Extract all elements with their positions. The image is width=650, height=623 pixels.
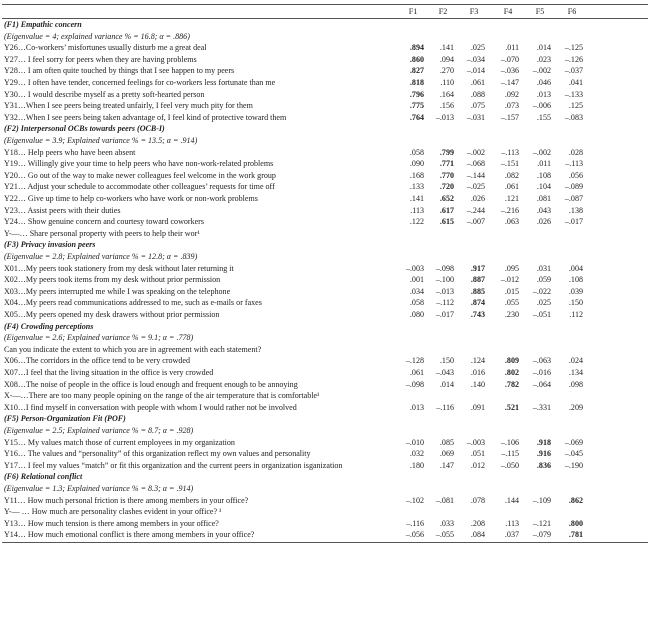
loading-cell-f6: –.190 <box>564 460 583 470</box>
loading-cell-f2: –.013 <box>435 112 454 122</box>
table-row-label: Y16… The values and “personality” of this organization reflect my own values and personality <box>4 449 311 459</box>
loading-cell-f5: –.063 <box>532 356 551 366</box>
loading-cell-f1: .122 <box>409 217 424 227</box>
loading-cell-f4: –.115 <box>501 449 519 459</box>
table-row <box>0 297 650 309</box>
section-eigenvalue <box>0 251 650 263</box>
loading-cell-f4: .113 <box>505 518 519 528</box>
loading-cell-f5: .155 <box>536 112 551 122</box>
table-row-label: Y24… Show genuine concern and courtesy toward coworkers <box>4 217 204 227</box>
loading-cell-f2: –.116 <box>436 402 454 412</box>
section-title <box>0 413 650 425</box>
loading-cell-f6: –.037 <box>564 66 583 76</box>
loading-cell-f4: .011 <box>505 43 519 53</box>
table-row <box>0 216 650 228</box>
loading-cell-f2: .652 <box>439 194 454 203</box>
loading-cell-f4: .095 <box>504 263 519 273</box>
loading-cell-f3: –.144 <box>466 170 485 180</box>
loading-cell-f3: –.031 <box>466 112 485 122</box>
table-row-label: X04…My peers read communications addressed to me, such as e-mails or faxes <box>4 298 262 308</box>
loading-cell-f2: .094 <box>439 54 454 64</box>
top-rule <box>2 4 648 5</box>
loading-cell-f1: .032 <box>409 449 424 459</box>
table-row <box>0 309 650 321</box>
section-title <box>0 321 650 333</box>
loading-cell-f6: .134 <box>568 368 583 377</box>
loading-cell-f4: –.070 <box>500 54 519 64</box>
section-eigenvalue <box>0 425 650 437</box>
loading-cell-f5: .013 <box>536 89 551 99</box>
column-header-f2: F2 <box>438 7 448 16</box>
loading-cell-f6: .800 <box>568 518 583 528</box>
loading-cell-f1: .894 <box>409 43 424 53</box>
loading-cell-f1: .168 <box>409 170 424 180</box>
loading-cell-f1: .061 <box>409 368 424 377</box>
table-row <box>0 495 650 507</box>
section-title-label: (F3) Privacy invasion peers <box>4 240 96 250</box>
table-row <box>0 181 650 193</box>
loading-cell-f5: –.079 <box>532 530 551 540</box>
table-row-label: Y32…When I see peers being taken advantage of, I feel kind of protective toward them <box>4 112 287 122</box>
loading-cell-f5: –.109 <box>532 495 551 505</box>
table-row <box>0 205 650 217</box>
loading-cell-f3: .075 <box>470 101 485 111</box>
loading-cell-f5: –.331 <box>532 402 551 412</box>
loading-cell-f6: –.125 <box>564 43 583 53</box>
loading-cell-f3: –.003 <box>466 437 485 447</box>
loading-cell-f5: –.121 <box>532 518 551 528</box>
loading-cell-f6: –.069 <box>564 437 583 447</box>
loading-cell-f5: –.022 <box>532 286 551 296</box>
section-title-label: (F6) Relational conflict <box>4 472 83 482</box>
loading-cell-f5: .108 <box>536 170 551 180</box>
loading-cell-f3: .885 <box>470 286 485 296</box>
loading-cell-f3: .016 <box>470 368 485 377</box>
loading-cell-f6: .098 <box>568 379 583 389</box>
loading-cell-f2: –.098 <box>435 263 454 273</box>
loading-cell-f2: .720 <box>439 182 454 192</box>
loading-cell-f3: –.025 <box>466 182 485 192</box>
loading-cell-f1: .058 <box>409 147 424 157</box>
loading-cell-f6: .862 <box>568 495 583 505</box>
loading-cell-f6: .108 <box>568 275 583 285</box>
table-row <box>0 367 650 379</box>
loading-cell-f2: –.100 <box>435 275 454 285</box>
section-eigenvalue-label: (Eigenvalue = 3.9; Explained variance % = 13.5; α = .914) <box>4 136 198 145</box>
table-row <box>0 518 650 530</box>
loading-cell-f1: .764 <box>409 112 424 122</box>
table-row-label: Y20… Go out of the way to make newer colleagues feel welcome in the work group <box>4 170 276 180</box>
loading-cell-f2: .799 <box>439 147 454 157</box>
section-eigenvalue-label: (Eigenvalue = 2.6; Explained variance % = 9.1; α = .778) <box>4 333 194 343</box>
loading-cell-f3: –.244 <box>466 205 485 215</box>
table-row <box>0 379 650 391</box>
table-row <box>0 460 650 472</box>
loading-cell-f2: .014 <box>439 379 454 389</box>
loading-cell-f2: –.043 <box>435 368 454 377</box>
table-row-label: X05…My peers opened my desk drawers without prior permission <box>4 310 220 319</box>
loading-cell-f1: .775 <box>409 101 424 111</box>
table-row-label: Y26…Co-workers’ misfortunes usually disturb me a great deal <box>4 43 207 53</box>
loading-cell-f3: .025 <box>470 43 485 53</box>
loading-cell-f3: .084 <box>470 530 485 540</box>
table-row-label: Y14… How much emotional conflict is there among members in your office? <box>4 530 255 540</box>
loading-cell-f1: .180 <box>409 460 424 470</box>
loading-cell-f3: .124 <box>470 356 485 366</box>
table-row <box>0 402 650 414</box>
loading-cell-f6: .209 <box>568 402 583 412</box>
loading-cell-f3: .088 <box>470 89 485 99</box>
loading-cell-f1: .796 <box>409 89 424 99</box>
table-row <box>0 77 650 89</box>
loading-cell-f4: .144 <box>504 495 519 505</box>
loading-cell-f1: –.098 <box>405 379 424 389</box>
header-rule <box>2 18 648 19</box>
loading-cell-f6: –.045 <box>564 449 583 459</box>
loading-cell-f6: .056 <box>568 170 583 180</box>
loading-cell-f1: .034 <box>409 286 424 296</box>
loading-cell-f3: –.068 <box>466 159 485 169</box>
table-row <box>0 390 650 402</box>
section-eigenvalue-label: (Eigenvalue = 1.3; Explained variance % = 8.3; α = .914) <box>4 484 194 493</box>
table-row <box>0 112 650 124</box>
section-title-label: (F4) Crowding perceptions <box>4 321 94 331</box>
loading-cell-f2: .615 <box>439 217 454 227</box>
loading-cell-f5: .025 <box>536 298 551 308</box>
loading-cell-f3: .078 <box>470 495 485 505</box>
loading-cell-f3: .743 <box>470 310 485 319</box>
loading-cell-f6: .138 <box>568 205 583 215</box>
table-row <box>0 286 650 298</box>
loading-cell-f1: –.003 <box>405 263 424 273</box>
loading-cell-f6: –.133 <box>564 89 583 99</box>
table-row-label: Y17… I feel my values “match” or fit this organization and the current peers in organization isganization <box>4 460 343 470</box>
table-row <box>0 42 650 54</box>
table-row-label: Y28… I am often quite touched by things that I see happen to my peers <box>4 66 235 76</box>
loading-cell-f6: –.017 <box>564 217 583 227</box>
loading-cell-f2: .164 <box>439 89 454 99</box>
loading-cell-f6: –.087 <box>564 194 583 203</box>
loading-cell-f1: –.056 <box>405 530 424 540</box>
column-header-f5: F5 <box>535 7 545 16</box>
loading-cell-f5: .916 <box>536 449 551 459</box>
table-row-label: Y13… How much tension is there among members in your office? <box>4 518 219 528</box>
loading-cell-f4: .121 <box>504 194 519 203</box>
loading-cell-f2: .110 <box>440 78 454 87</box>
table-row-label: Y-—… Share personal property with peers to help their wor¹ <box>4 228 200 238</box>
table-row <box>0 193 650 205</box>
table-row-label: Y27… I feel sorry for peers when they are having problems <box>4 54 197 64</box>
loading-cell-f5: –.002 <box>532 66 551 76</box>
loading-cell-f2: .156 <box>439 101 454 111</box>
loading-cell-f2: .141 <box>439 43 454 53</box>
loading-cell-f1: –.128 <box>405 356 424 366</box>
loading-cell-f4: .230 <box>504 310 519 319</box>
loading-cell-f6: .112 <box>569 310 583 319</box>
loading-cell-f1: –.010 <box>405 437 424 447</box>
loading-cell-f3: .140 <box>470 379 485 389</box>
loading-cell-f6: .781 <box>568 530 583 540</box>
loading-cell-f3: .091 <box>470 402 485 412</box>
loading-cell-f6: –.126 <box>564 54 583 64</box>
table-row <box>0 100 650 112</box>
loading-cell-f4: –.050 <box>500 460 519 470</box>
loading-cell-f6: .004 <box>568 263 583 273</box>
loading-cell-f4: .802 <box>504 368 519 377</box>
loading-cell-f5: .023 <box>536 54 551 64</box>
table-row-label: Y19… Willingly give your time to help peers who have non-work-related problems <box>4 159 274 169</box>
loading-cell-f3: .026 <box>470 194 485 203</box>
loading-cell-f5: .026 <box>536 217 551 227</box>
table-row <box>0 263 650 275</box>
section-eigenvalue <box>0 332 650 344</box>
loading-cell-f1: –.102 <box>405 495 424 505</box>
loading-cell-f4: .037 <box>504 530 519 540</box>
loading-cell-f4: .055 <box>504 298 519 308</box>
loading-cell-f1: .860 <box>409 54 424 64</box>
loading-cell-f5: –.016 <box>532 368 551 377</box>
loading-cell-f3: .051 <box>470 449 485 459</box>
table-row <box>0 89 650 101</box>
section-title-label: (F2) Interpersonal OCBs towards peers (OCB-I) <box>4 124 165 134</box>
loading-cell-f4: .063 <box>504 217 519 227</box>
table-row <box>0 170 650 182</box>
loading-cell-f3: .874 <box>470 298 485 308</box>
loading-cell-f6: .041 <box>568 78 583 87</box>
table-row <box>0 437 650 449</box>
table-row-label: X08…The noise of people in the office is loud enough and frequent enough to be annoying <box>4 379 298 389</box>
table-row <box>0 506 650 518</box>
loading-cell-f4: .809 <box>504 356 519 366</box>
table-row-label: X10…I find myself in conversation with people with whom I would rather not be involved <box>4 402 297 412</box>
table-row-label: Y23… Assist peers with their duties <box>4 205 121 215</box>
loading-cell-f3: –.002 <box>466 147 485 157</box>
loading-cell-f5: .836 <box>536 460 551 470</box>
loading-cell-f1: .001 <box>409 275 424 285</box>
loading-cell-f3: .208 <box>470 518 485 528</box>
loading-cell-f1: .141 <box>409 194 424 203</box>
section-eigenvalue-label: (Eigenvalue = 4; explained variance % = 16.8; α = .886) <box>4 31 190 41</box>
loading-cell-f1: .058 <box>409 298 424 308</box>
table-row <box>0 529 650 541</box>
loading-cell-f5: –.064 <box>532 379 551 389</box>
table-row-label: Y21… Adjust your schedule to accommodate other colleagues’ requests for time off <box>4 182 275 192</box>
section-eigenvalue <box>0 31 650 43</box>
loading-cell-f6: –.113 <box>565 159 583 169</box>
table-row <box>0 274 650 286</box>
table-row <box>0 355 650 367</box>
loading-cell-f4: .782 <box>504 379 519 389</box>
loading-cell-f4: –.157 <box>500 112 519 122</box>
loading-cell-f2: .270 <box>439 66 454 76</box>
loading-cell-f4: –.216 <box>500 205 519 215</box>
section-eigenvalue <box>0 135 650 147</box>
loading-cell-f4: –.012 <box>500 275 519 285</box>
loading-cell-f5: .031 <box>536 263 551 273</box>
loading-cell-f4: –.147 <box>500 78 519 87</box>
loading-cell-f4: .092 <box>504 89 519 99</box>
loading-cell-f2: .771 <box>439 159 454 169</box>
loading-cell-f2: –.112 <box>436 298 454 308</box>
loading-cell-f2: .617 <box>439 205 454 215</box>
loading-cell-f2: –.081 <box>435 495 454 505</box>
loading-cell-f5: .081 <box>536 194 551 203</box>
table-row <box>0 65 650 77</box>
table-row-label: X07…I feel that the living situation in the office is very crowded <box>4 368 214 377</box>
table-row-label: Y-— … How much are personality clashes evident in your office? ¹ <box>4 507 222 517</box>
loading-cell-f1: .013 <box>409 402 424 412</box>
section-title-label: (F1) Empathic concern <box>4 20 82 29</box>
table-header-row <box>0 6 650 18</box>
loading-cell-f5: .918 <box>536 437 551 447</box>
column-header-f4: F4 <box>503 7 513 16</box>
table-row-label: X06…The corridors in the office tend to be very crowded <box>4 356 190 366</box>
loading-cell-f4: .073 <box>504 101 519 111</box>
loading-cell-f3: –.007 <box>466 217 485 227</box>
table-row <box>0 147 650 159</box>
section-eigenvalue-label: (Eigenvalue = 2.5; Explained variance % = 8.7; α = .928) <box>4 426 194 435</box>
loading-cell-f2: –.013 <box>435 286 454 296</box>
table-row <box>0 228 650 240</box>
table-row <box>0 158 650 170</box>
loading-cell-f5: –.002 <box>532 147 551 157</box>
loading-cell-f4: .061 <box>504 182 519 192</box>
table-row <box>0 448 650 460</box>
loading-cell-f1: –.116 <box>406 518 424 528</box>
loading-cell-f2: –.017 <box>435 310 454 319</box>
loading-cell-f6: –.083 <box>564 112 583 122</box>
loading-cell-f3: –.014 <box>466 66 485 76</box>
loading-cell-f4: –.151 <box>500 159 519 169</box>
bottom-rule <box>2 542 648 543</box>
loading-cell-f6: .150 <box>568 298 583 308</box>
loading-cell-f6: .024 <box>568 356 583 366</box>
loading-cell-f1: .090 <box>409 159 424 169</box>
loading-cell-f6: .125 <box>568 101 583 111</box>
loading-cell-f4: .521 <box>504 402 519 412</box>
loading-cell-f4: .082 <box>504 170 519 180</box>
column-header-f3: F3 <box>469 7 479 16</box>
loading-cell-f5: .046 <box>536 78 551 87</box>
table-row-label: X02…My peers took items from my desk without prior permission <box>4 275 221 285</box>
loading-cell-f4: .015 <box>504 286 519 296</box>
loading-cell-f2: –.055 <box>435 530 454 540</box>
table-row-label: Y29… I often have tender, concerned feelings for co-workers less fortunate than me <box>4 78 276 87</box>
loading-cell-f1: .827 <box>409 66 424 76</box>
column-header-f1: F1 <box>408 7 418 16</box>
table-row-label: Y18… Help peers who have been absent <box>4 147 136 157</box>
section-title-label: (F5) Person-Organization Fit (POF) <box>4 414 126 424</box>
table-row-label: X01…My peers took stationery from my desk without later returning it <box>4 263 234 273</box>
loading-cell-f3: .061 <box>470 78 485 87</box>
column-header-f6: F6 <box>567 7 577 16</box>
loading-cell-f2: .150 <box>439 356 454 366</box>
loading-cell-f1: .113 <box>410 205 424 215</box>
loading-cell-f5: .014 <box>536 43 551 53</box>
section-title <box>0 19 650 31</box>
section-eigenvalue <box>0 483 650 495</box>
loading-cell-f5: –.006 <box>532 101 551 111</box>
table-row-label: Y11… How much personal friction is there among members in your office? <box>4 495 249 505</box>
table-row-label: Y22… Give up time to help co-workers who have work or non-work problems <box>4 194 258 203</box>
table-row-label: Y30… I would describe myself as a pretty soft-hearted person <box>4 89 205 99</box>
loading-cell-f6: .028 <box>568 147 583 157</box>
loading-cell-f1: .818 <box>409 78 424 87</box>
loading-cell-f2: .147 <box>439 460 454 470</box>
loading-cell-f2: .033 <box>439 518 454 528</box>
section-eigenvalue-label: (Eigenvalue = 2.8; Explained variance % = 12.8; α = .839) <box>4 252 198 261</box>
loading-cell-f1: .133 <box>409 182 424 192</box>
loading-cell-f3: .012 <box>470 460 485 470</box>
loading-cell-f3: .887 <box>470 275 485 285</box>
loading-cell-f5: .104 <box>536 182 551 192</box>
table-row-label: X03…My peers interrupted me while I was speaking on the telephone <box>4 286 231 296</box>
loading-cell-f2: .085 <box>439 437 454 447</box>
loading-cell-f5: –.051 <box>532 310 551 319</box>
loading-cell-f4: –.113 <box>501 147 519 157</box>
table-row-label: X-—…There are too many people opining on the range of the air temperature that is comfortable¹ <box>4 391 320 401</box>
loading-cell-f3: –.034 <box>466 54 485 64</box>
loading-cell-f6: .039 <box>568 286 583 296</box>
loading-cell-f1: .080 <box>409 310 424 319</box>
loading-cell-f6: –.089 <box>564 182 583 192</box>
section-note <box>0 344 650 356</box>
loading-cell-f4: –.036 <box>500 66 519 76</box>
table-row-label: Y31…When I see peers being treated unfairly, I feel very much pity for them <box>4 101 253 111</box>
section-title <box>0 239 650 251</box>
loading-cell-f2: .770 <box>439 170 454 180</box>
loading-cell-f5: .011 <box>537 159 551 169</box>
loading-cell-f2: .069 <box>439 449 454 459</box>
loading-cell-f5: .059 <box>536 275 551 285</box>
loading-cell-f3: .917 <box>470 263 485 273</box>
table-row-label: Y15… My values match those of current employees in my organization <box>4 437 235 447</box>
table-row <box>0 54 650 66</box>
section-title <box>0 471 650 483</box>
loading-cell-f4: –.106 <box>500 437 519 447</box>
section-title <box>0 123 650 135</box>
loading-cell-f5: .043 <box>536 205 551 215</box>
section-note-label: Can you indicate the extent to which you are in agreement with each statement? <box>4 344 262 354</box>
